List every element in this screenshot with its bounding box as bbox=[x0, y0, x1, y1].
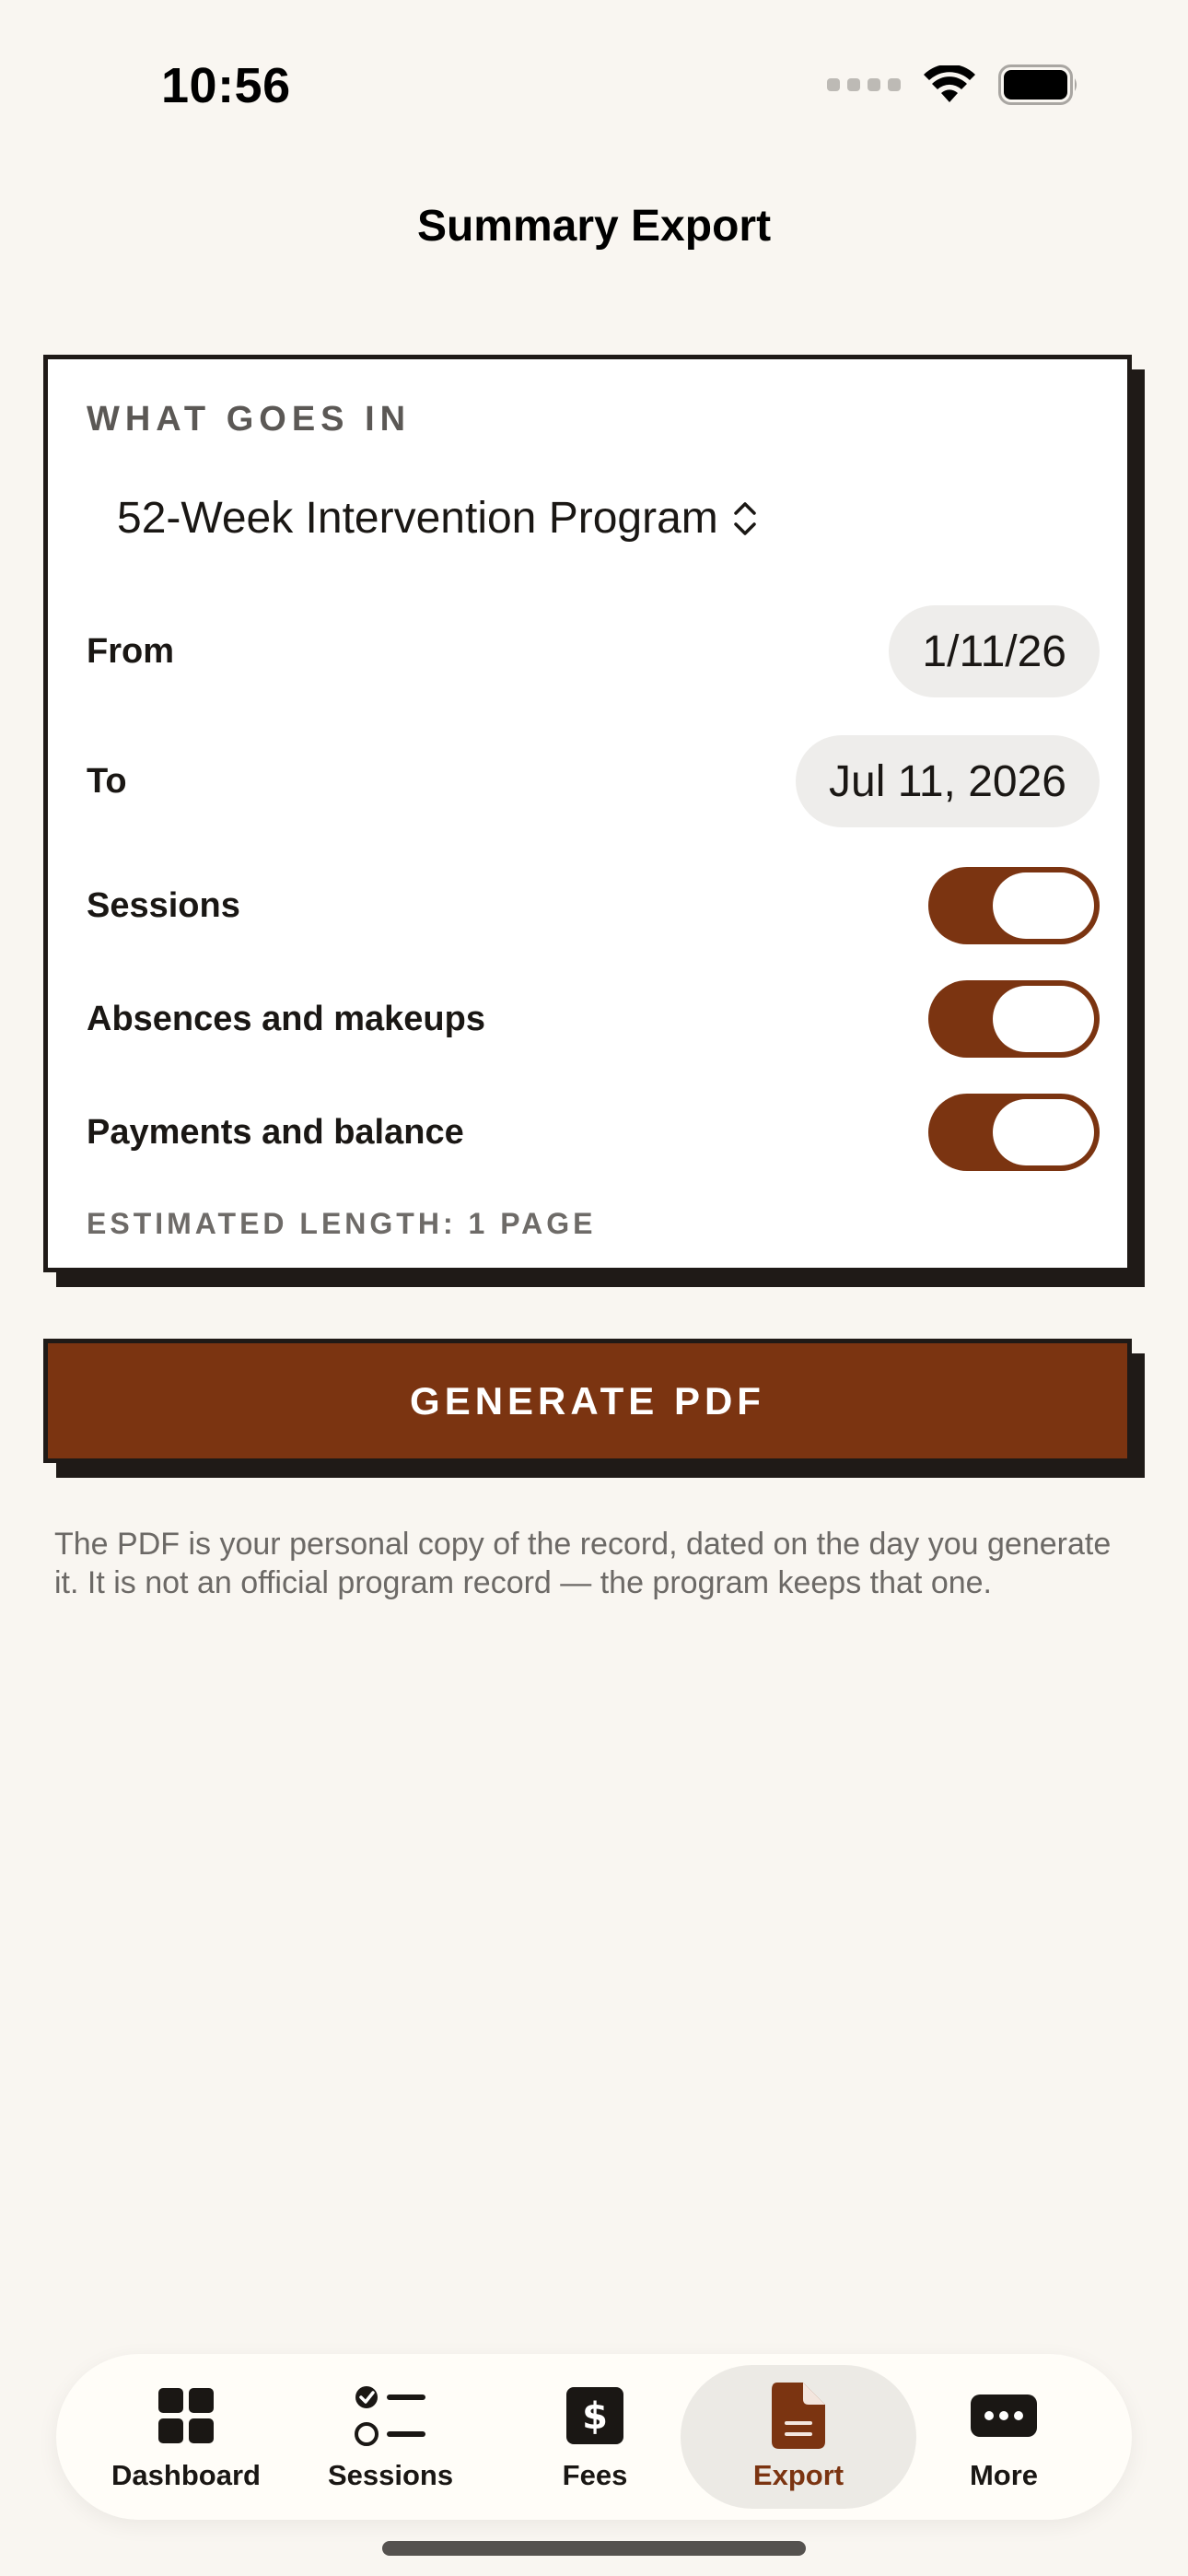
svg-text:$: $ bbox=[582, 2395, 608, 2438]
home-indicator[interactable] bbox=[382, 2541, 806, 2556]
dollar-icon bbox=[565, 2386, 624, 2445]
chevron-up-down-icon bbox=[731, 498, 759, 539]
tab-label: Fees bbox=[562, 2459, 628, 2491]
sessions-toggle[interactable] bbox=[928, 867, 1100, 944]
toggle-row-payments bbox=[87, 1094, 1100, 1171]
export-options-card bbox=[43, 355, 1132, 1272]
estimated-length: ESTIMATED LENGTH: 1 PAGE bbox=[87, 1207, 597, 1240]
toggle-label-payments: Payments and balance bbox=[87, 1112, 464, 1152]
battery-icon bbox=[998, 64, 1079, 105]
payments-toggle[interactable] bbox=[928, 1094, 1100, 1171]
cellular-signal-icon bbox=[827, 78, 901, 91]
checklist-icon bbox=[354, 2383, 427, 2448]
section-label: WHAT GOES IN bbox=[87, 400, 412, 439]
disclaimer-text: The PDF is your personal copy of the record, dated on the day you generate it. It is not an official program record — the program keeps that one. bbox=[54, 1527, 1112, 1600]
tab-sessions[interactable] bbox=[288, 2365, 493, 2509]
tab-dashboard[interactable] bbox=[84, 2365, 288, 2509]
wifi-icon bbox=[923, 65, 976, 104]
ellipsis-icon bbox=[970, 2394, 1038, 2438]
toggle-label-absences: Absences and makeups bbox=[87, 999, 485, 1038]
to-row bbox=[87, 735, 1100, 827]
tab-export[interactable] bbox=[681, 2365, 916, 2509]
program-picker-value: 52-Week Intervention Program bbox=[117, 494, 718, 543]
toggle-label-sessions: Sessions bbox=[87, 885, 240, 925]
toggle-knob bbox=[993, 1099, 1094, 1165]
grid-icon bbox=[157, 2386, 215, 2445]
tab-fees[interactable] bbox=[493, 2365, 697, 2509]
from-label: From bbox=[87, 631, 174, 671]
tab-bar bbox=[56, 2354, 1132, 2520]
from-row bbox=[87, 605, 1100, 697]
program-picker[interactable] bbox=[117, 493, 759, 544]
tab-label: Dashboard bbox=[111, 2459, 261, 2491]
to-date-picker[interactable]: Jul 11, 2026 bbox=[796, 735, 1100, 827]
tab-label: Sessions bbox=[327, 2459, 454, 2491]
toggle-knob bbox=[993, 986, 1094, 1052]
tab-label: Export bbox=[752, 2459, 844, 2491]
toggle-row-absences bbox=[87, 980, 1100, 1058]
document-icon bbox=[772, 2383, 825, 2449]
tab-more[interactable] bbox=[902, 2365, 1106, 2509]
page-title: Summary Export bbox=[416, 202, 772, 251]
from-date-picker[interactable]: 1/11/26 bbox=[889, 605, 1100, 697]
absences-toggle[interactable] bbox=[928, 980, 1100, 1058]
status-icons bbox=[827, 64, 1079, 105]
toggle-knob bbox=[993, 872, 1094, 939]
status-time: 10:56 bbox=[161, 58, 291, 113]
generate-pdf-button[interactable]: GENERATE PDF bbox=[43, 1339, 1132, 1463]
to-label: To bbox=[87, 761, 127, 801]
toggle-row-sessions bbox=[87, 867, 1100, 944]
tab-label: More bbox=[969, 2459, 1039, 2491]
